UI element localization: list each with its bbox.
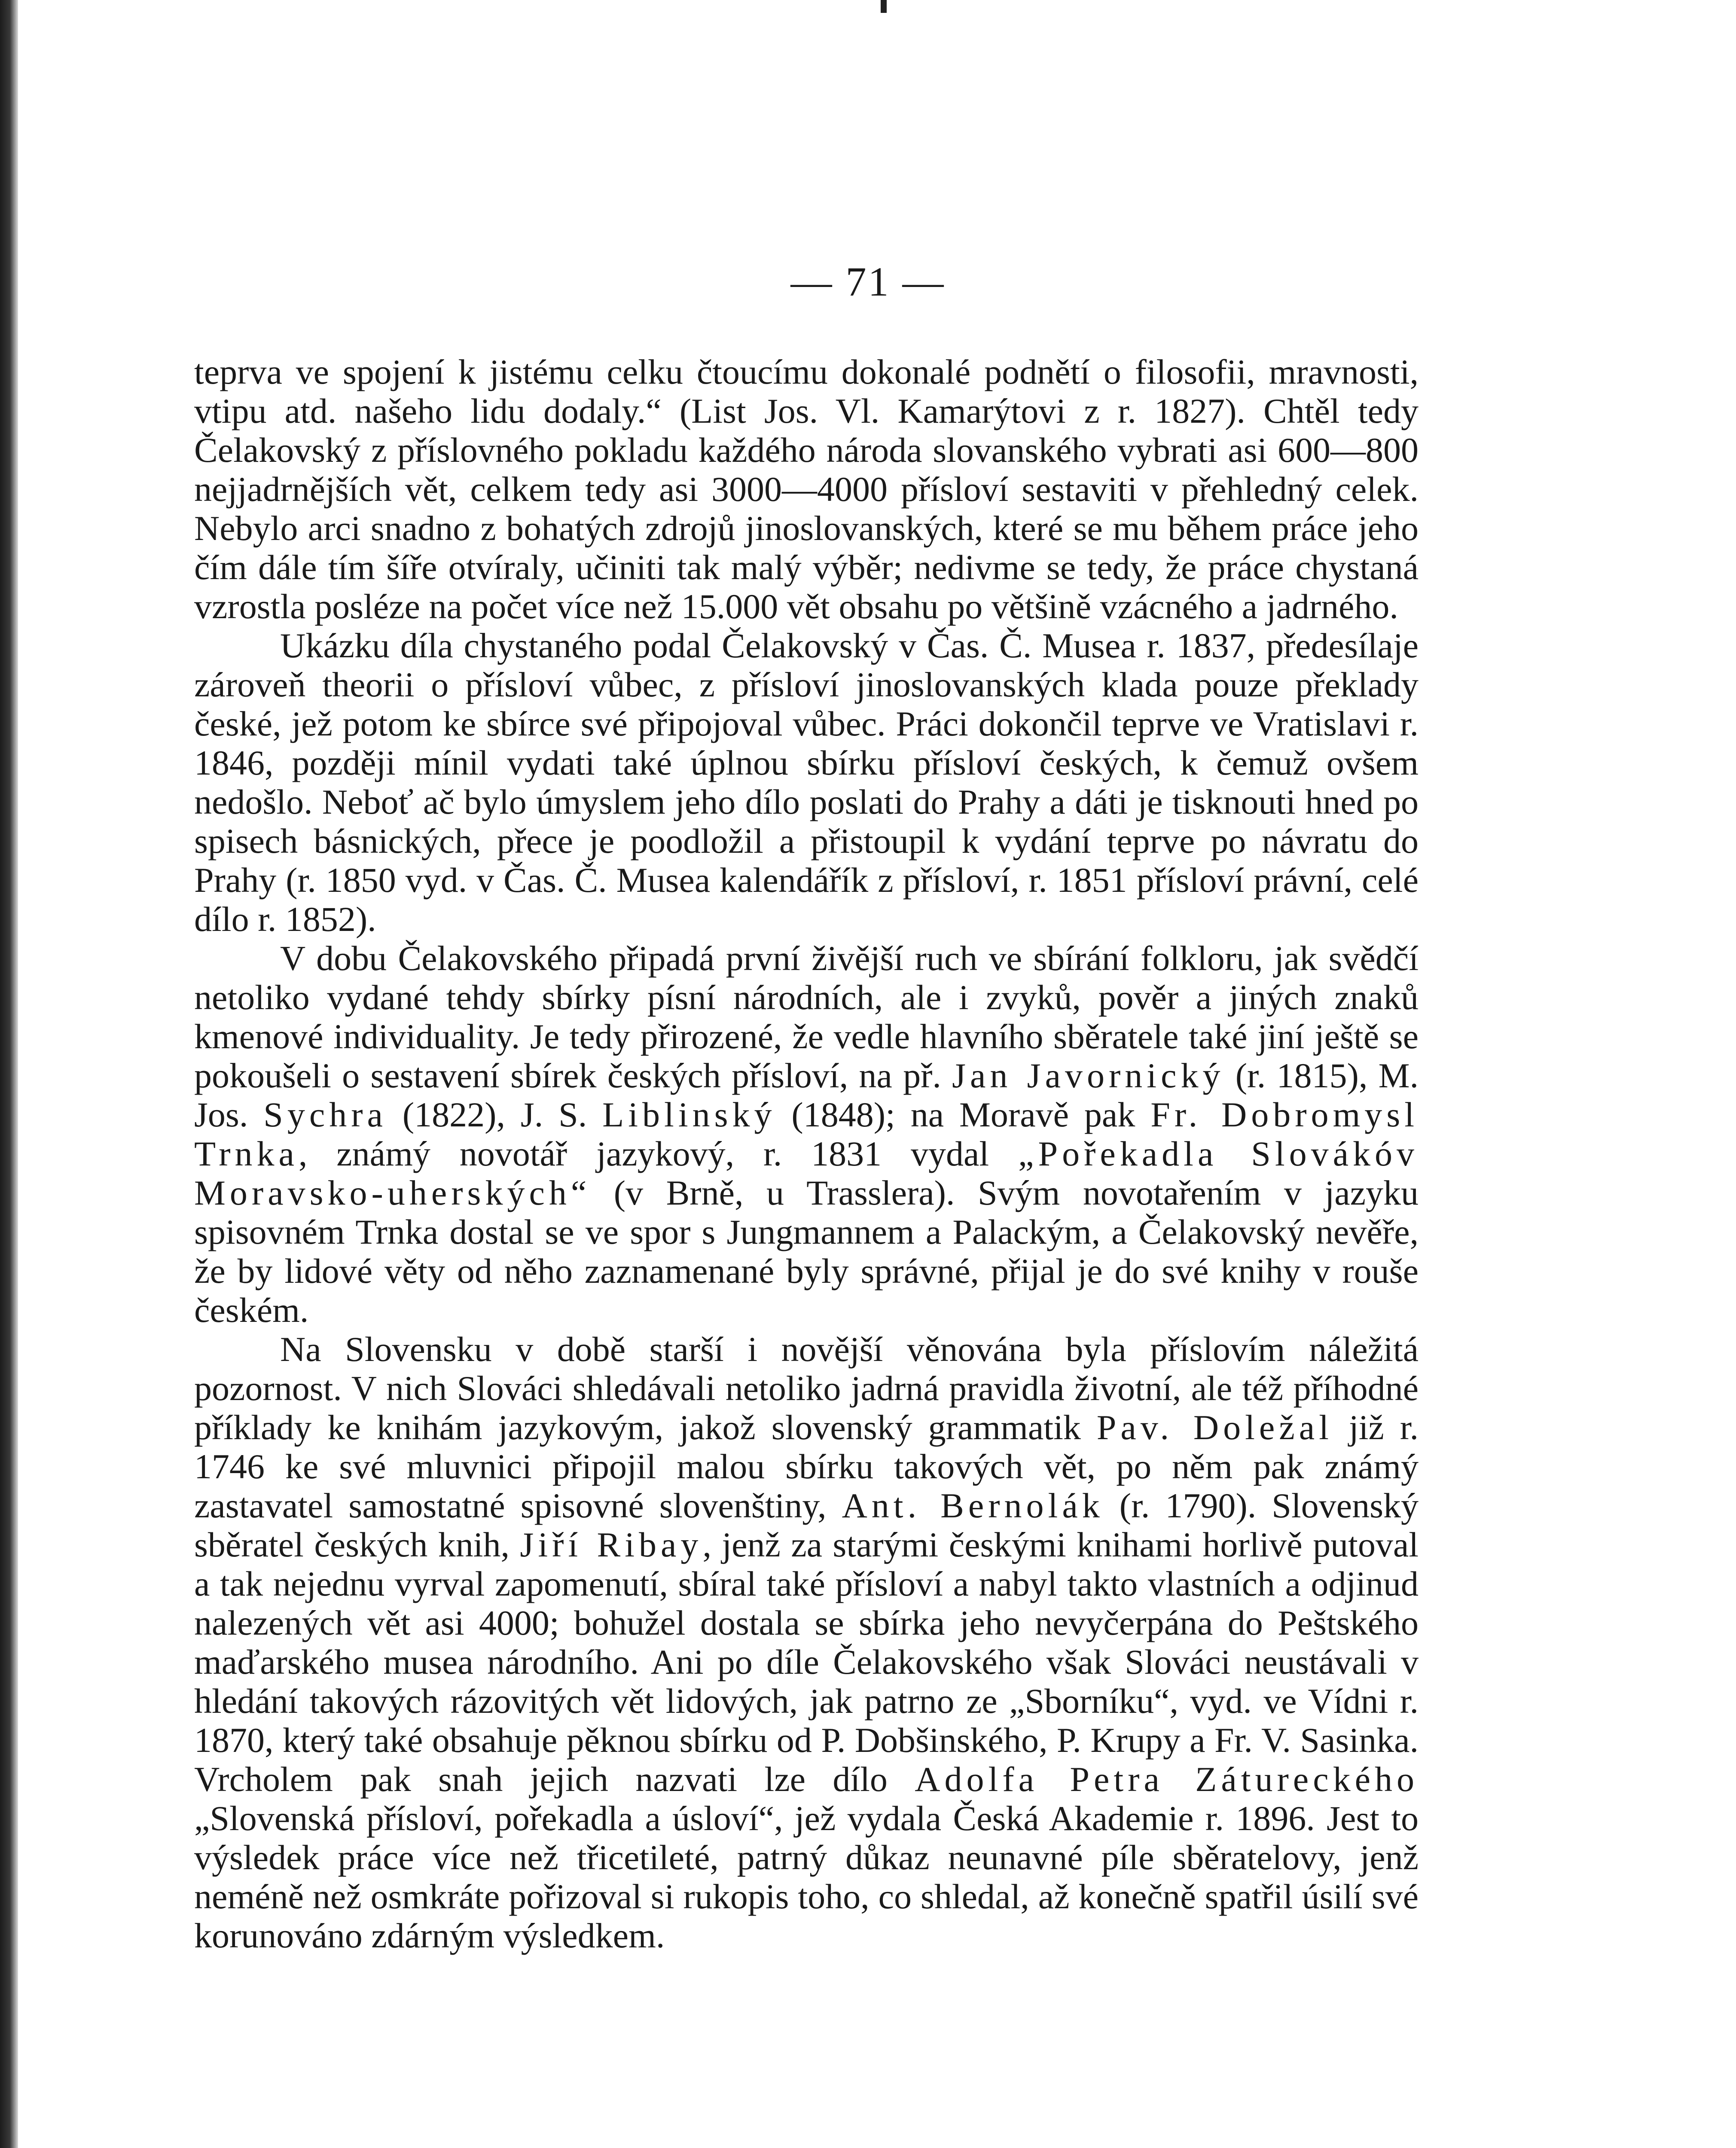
text-segment: již r. 1746 ke své mluvnici připojil malou sbírku takových vět, po něm pak známý zastavatel samostatné spisovné slovenštiny,	[194, 1408, 1419, 1525]
spaced-name: Adolfa Petra Zátureckého	[915, 1760, 1419, 1799]
text-segment: , známý novotář jazykový, r. 1831 vydal	[298, 1134, 1019, 1173]
text-segment: , jenž za starými českými knihami horlivě putoval a tak nejednu vyrval zapomenutí, sbíral také přísloví a nabyl takto vlastních a odjinud nalezených vět asi 4000; bohužel dostala se sbírka jeho nevyčerpána do Peštského maďarského musea národního. Ani po díle Čelakovského však Slováci neustávali v hledání takových rázovitých vět lidových, jak patrno ze „Sborníku“, vyd. ve Vídni r. 1870, který také obsahuje pěknou sbírku od P. Dobšinského, P. Krupy a Fr. V. Sasinka. Vrcholem pak snah jejich nazvati lze dílo	[194, 1525, 1419, 1799]
paragraph-4	[194, 1330, 1419, 1955]
text-segment: (v Brně, u Trasslera). Svým novotařením v jazyku spisovném Trnka dostal se ve spor s Jungmannem a Palackým, a Čelakovský nevěře, že by lidové věty od něho zaznamenané byly správné, přijal je do své knihy v rouše českém.	[194, 1173, 1419, 1330]
text-segment: Ukázku díla chystaného podal Čelakovský v Čas. Č. Musea r. 1837, předesílaje zároveň theorii o přísloví vůbec, z přísloví jinoslovanských klada pouze překlady české, jež potom ke sbírce své připojoval vůbec. Práci dokončil teprve ve Vratislavi r. 1846, později mínil vydati také úplnou sbírku přísloví českých, k čemuž ovšem nedošlo. Neboť ač bylo úmyslem jeho dílo poslati do Prahy a dáti je tisknouti hned po spisech básnických, přece je poodložil a přistoupil k vydání teprve po návratu do Prahy (r. 1850 vyd. v Čas. Č. Musea kalendářík z přísloví, r. 1851 přísloví právní, celé dílo r. 1852).	[194, 626, 1419, 939]
text-segment: (r. 1790). Slovenský sběratel českých knih,	[194, 1486, 1419, 1564]
text-segment: (r. 1815), M. Jos.	[194, 1056, 1419, 1134]
page-number: — 71 —	[790, 259, 946, 305]
text-segment: (1848); na Moravě pak	[776, 1095, 1151, 1134]
spaced-name: Fr. Dobromysl Trnka	[194, 1095, 1419, 1173]
text-segment: V dobu Čelakovského připadá první živější ruch ve sbírání folkloru, jak svědčí netoliko vydané tehdy sbírky písní národních, ale i zvyků, pověr a jiných znaků kmenové individuality. Je tedy přirozené, že vedle hlavního sběratele také jiní ještě se pokoušeli o sestavení sbírek českých přísloví, na př.	[194, 939, 1419, 1095]
spaced-name: „Pořekadla Slovákóv Moravsko-uherských“	[194, 1134, 1419, 1212]
text-segment: teprva ve spojení k jistému celku čtoucímu dokonalé podnětí o filosofii, mravnosti, vtipu atd. našeho lidu dodaly.“ (List Jos. Vl. Kamarýtovi z r. 1827). Chtěl tedy Čelakovský z příslovného pokladu každého národa slovanského vybrati asi 600—800 nejjadrnějších vět, celkem tedy asi 3000—4000 přísloví sestaviti v přehledný celek. Nebylo arci snadno z bohatých zdrojů jinoslovanských, které se mu během práce jeho čím dále tím šíře otvíraly, učiniti tak malý výběr; nedivme se tedy, že práce chystaná vzrostla posléze na počet více než 15.000 vět obsahu po většině vzácného a jadrného.	[194, 352, 1419, 626]
scan-binding-edge	[0, 0, 18, 2148]
spaced-name: Sychra	[263, 1095, 387, 1134]
spaced-name: Jan Javornický	[952, 1056, 1225, 1095]
paragraph-1	[194, 352, 1419, 626]
text-segment: Na Slovensku v době starší i novější věnována byla příslovím náležitá pozornost. V nich Slováci shledávali netoliko jadrná pravidla životní, ale též příhodné příklady ke knihám jazykovým, jakož slovenský grammatik	[194, 1330, 1419, 1447]
spaced-name: Pav. Doležal	[1096, 1408, 1333, 1447]
spaced-name: Ant. Bernolák	[842, 1486, 1104, 1525]
text-segment: (1822), J. S.	[387, 1095, 603, 1134]
spaced-name: Liblinský	[602, 1095, 776, 1134]
body-text	[194, 352, 1419, 1955]
scan-top-mark	[881, 0, 887, 13]
text-segment: „Slovenská přísloví, pořekadla a úsloví“, jež vydala Česká Akademie r. 1896. Jest to výsledek práce více než třicetileté, patrný důkaz neunavné píle sběratelovy, jenž neméně než osmkráte pořizoval si rukopis toho, co shledal, až konečně spatřil úsilí své korunováno zdárným výsledkem.	[194, 1799, 1419, 1955]
paragraph-2	[194, 626, 1419, 939]
spaced-name: Jiří Ribay	[520, 1525, 703, 1564]
paragraph-3	[194, 939, 1419, 1330]
